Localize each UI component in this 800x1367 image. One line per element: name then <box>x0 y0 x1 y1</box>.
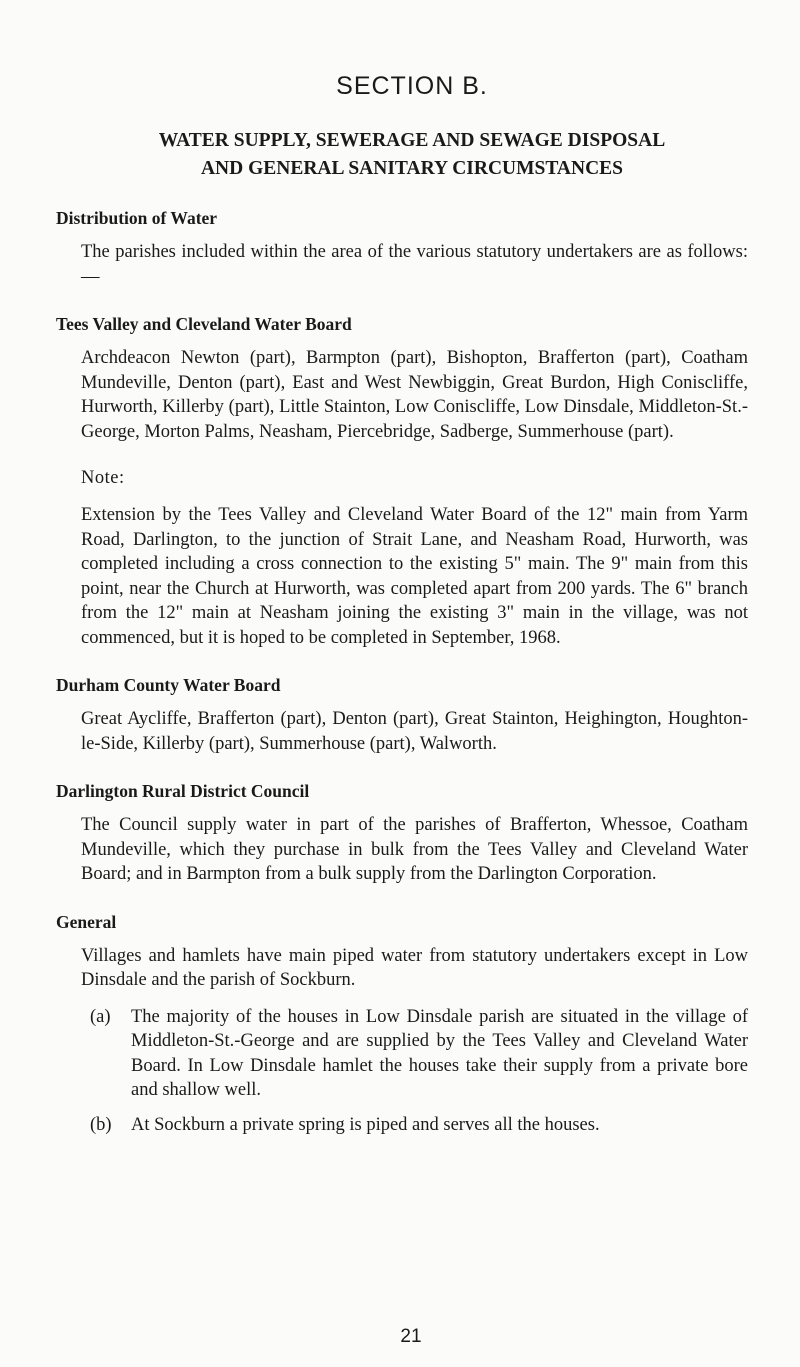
note-label: Note: <box>81 468 125 488</box>
distribution-intro: The parishes included within the area of the various statutory undertakers are as follows:— <box>81 242 748 287</box>
tees-valley-heading: Tees Valley and Cleveland Water Board <box>56 314 352 334</box>
durham-heading: Durham County Water Board <box>56 675 281 695</box>
list-item-label: (b) <box>90 1114 112 1135</box>
note-text: Extension by the Tees Valley and Cleveland Water Board of the 12" main from Yarm Road, Darlington, to the junction of Strait Lane, and Neasham Road, Hurworth, was completed including a cross connection to the existing 5" main. The 9" main from this point, near the Church at Hurworth, was completed apart from 200 yards. The 6" branch from the 12" main at Neasham joining the existing 3" main in the village, was not commenced, but it is hoped to be completed in September, 1968. <box>81 505 748 648</box>
durham-parishes: Great Aycliffe, Brafferton (part), Denton (part), Great Stainton, Heighington, Houghton-le-Side, Killerby (part), Summerhouse (part), Walworth. <box>81 709 748 754</box>
main-title-line-1: WATER SUPPLY, SEWERAGE AND SEWAGE DISPOSAL <box>158 130 666 151</box>
page-number: 21 <box>400 1326 422 1347</box>
main-title-line-2: AND GENERAL SANITARY CIRCUMSTANCES <box>200 158 624 179</box>
tees-valley-parishes: Archdeacon Newton (part), Barmpton (part), Bishopton, Brafferton (part), Coatham Mundeville, Denton (part), East and West Newbiggin, Great Burdon, High Coniscliffe, Hurworth, Killerby (part), Little Stainton, Low Coniscliffe, Low Dinsdale, Middleton-St.-George, Morton Palms, Neasham, Piercebridge, Sadberge, Summerhouse (part). <box>81 348 748 442</box>
general-heading: General <box>56 911 117 932</box>
section-heading: SECTION B. <box>336 72 488 100</box>
list-item <box>81 1005 748 1103</box>
darlington-heading: Darlington Rural District Council <box>56 781 310 801</box>
darlington-text: The Council supply water in part of the parishes of Brafferton, Whessoe, Coatham Mundeville, which they purchase in bulk from the Tees Valley and Cleveland Water Board; and in Barmpton from a bulk supply from the Darlington Corporation. <box>81 815 748 884</box>
list-item <box>81 1113 748 1138</box>
general-intro: Villages and hamlets have main piped water from statutory undertakers except in Low Dinsdale and the parish of Sockburn. <box>81 945 748 990</box>
document-page <box>56 72 748 1147</box>
main-title <box>56 127 748 183</box>
general-items-list <box>56 1005 748 1138</box>
distribution-heading: Distribution of Water <box>56 208 218 228</box>
list-item-label: (a) <box>90 1006 111 1027</box>
list-item-text: At Sockburn a private spring is piped and serves all the houses. <box>131 1114 600 1135</box>
list-item-text: The majority of the houses in Low Dinsdale parish are situated in the village of Middleton-St.-George and are supplied by the Tees Valley and Cleveland Water Board. In Low Dinsdale hamlet the houses take their supply from a private bore and shallow well. <box>131 1006 748 1100</box>
